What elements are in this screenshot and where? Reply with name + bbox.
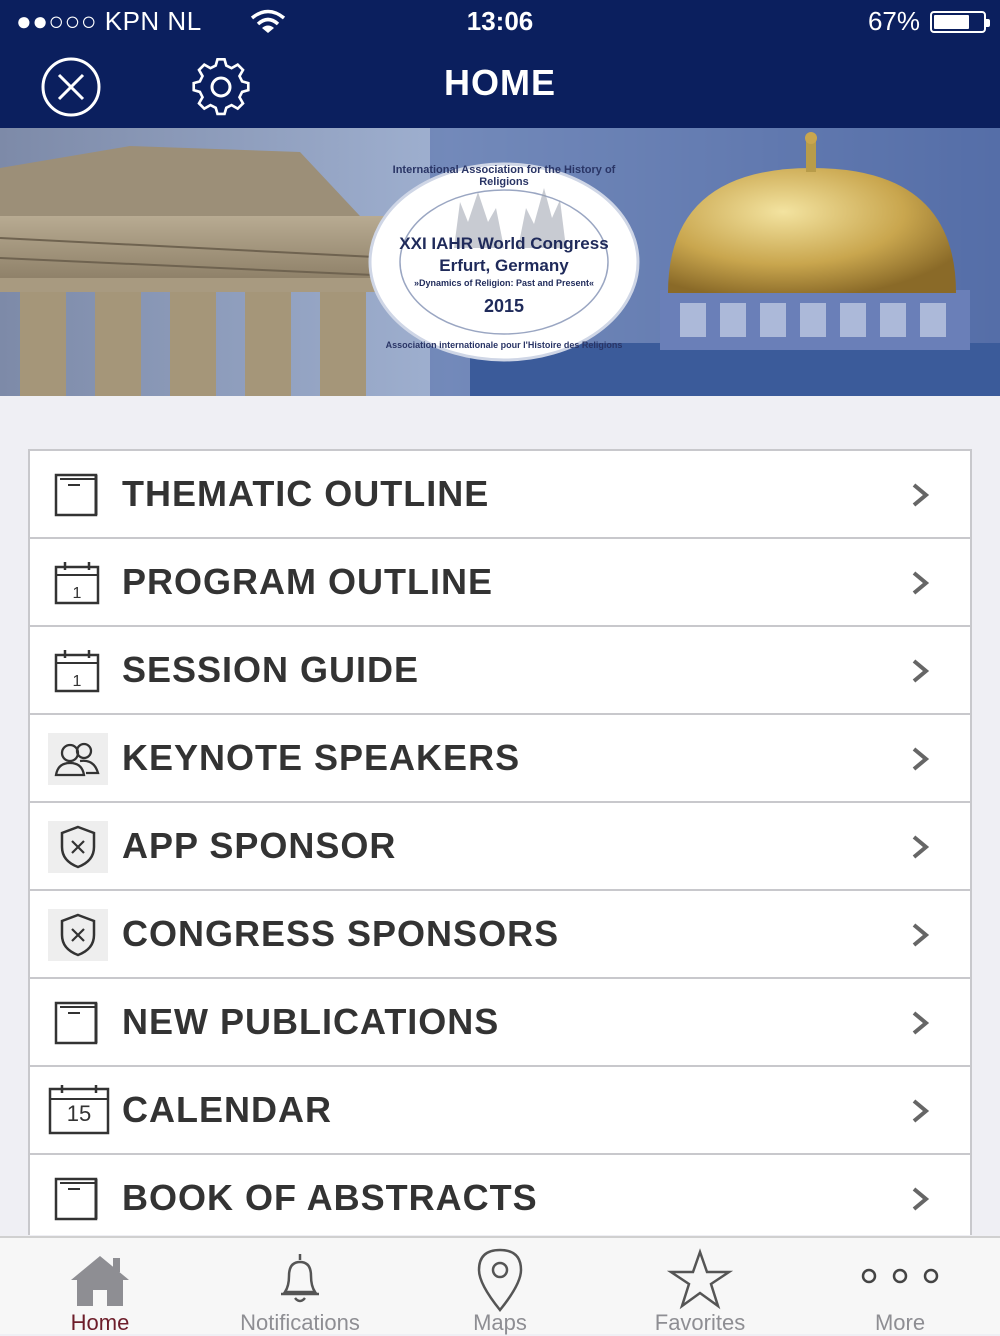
chevron-right-icon: [908, 1185, 934, 1213]
battery-icon: [930, 11, 986, 33]
congress-banner: [0, 128, 1000, 396]
bell-icon: [265, 1246, 335, 1312]
menu-item-thematic-outline[interactable]: [30, 451, 970, 539]
tab-maps[interactable]: [400, 1238, 600, 1334]
tab-favorites[interactable]: [600, 1238, 800, 1334]
seal-ring-top: International Association for the History of Religions: [392, 164, 616, 188]
menu-item-label: SESSION GUIDE: [122, 649, 420, 690]
clock: 13:06: [466, 6, 534, 36]
calendar-day-number: 15: [66, 1101, 92, 1126]
chevron-right-icon: [908, 481, 934, 509]
menu-item-label: BOOK OF ABSTRACTS: [122, 1177, 538, 1218]
menu-item-new-publications[interactable]: [30, 979, 970, 1067]
menu-item-label: PROGRAM OUTLINE: [122, 561, 493, 602]
page-title: HOME: [444, 62, 556, 103]
tab-label: Maps: [473, 1310, 527, 1335]
chevron-right-icon: [908, 569, 934, 597]
chevron-right-icon: [908, 833, 934, 861]
shield-icon: [48, 821, 108, 873]
seal-location: Erfurt, Germany: [439, 256, 569, 275]
svg-text:1: 1: [72, 673, 82, 690]
tab-label: More: [874, 1310, 926, 1335]
nav-bar: [0, 42, 1000, 128]
seal-year: 2015: [483, 296, 525, 316]
seal-ring-bottom: Association internationale pour l'Histoire des Religions: [385, 340, 623, 350]
menu-item-program-outline[interactable]: [30, 539, 970, 627]
menu-item-app-sponsor[interactable]: [30, 803, 970, 891]
status-bar: [0, 0, 1000, 42]
tab-bar: [0, 1236, 1000, 1334]
shield-icon: [48, 909, 108, 961]
chevron-right-icon: [908, 745, 934, 773]
main-menu: [28, 449, 972, 1235]
menu-item-calendar[interactable]: [30, 1067, 970, 1155]
wifi-icon: [250, 9, 286, 35]
calendar-day-icon: [48, 645, 108, 697]
seal-motto: »Dynamics of Religion: Past and Present«: [413, 278, 595, 288]
calendar-icon: [48, 1085, 108, 1137]
chevron-right-icon: [908, 921, 934, 949]
home-icon: [65, 1246, 135, 1312]
tab-home[interactable]: [0, 1238, 200, 1334]
seal-title: XXI IAHR World Congress: [399, 234, 609, 253]
tab-more[interactable]: [800, 1238, 1000, 1334]
document-icon: [48, 469, 108, 521]
battery-indicator: [868, 6, 986, 37]
menu-item-book-of-abstracts[interactable]: [30, 1155, 970, 1235]
tab-notifications[interactable]: [200, 1238, 400, 1334]
tab-label: Home: [70, 1310, 130, 1335]
carrier-label: ●●○○○ KPN NL: [16, 6, 202, 36]
chevron-right-icon: [908, 657, 934, 685]
battery-percent: 67%: [867, 6, 920, 36]
more-dots-icon: [855, 1246, 945, 1312]
document-icon: [48, 997, 108, 1049]
chevron-right-icon: [908, 1097, 934, 1125]
menu-item-label: KEYNOTE SPEAKERS: [122, 737, 521, 778]
calendar-day-icon: [48, 557, 108, 609]
menu-item-label: NEW PUBLICATIONS: [122, 1001, 500, 1042]
tab-label: Favorites: [654, 1310, 746, 1335]
people-icon: [48, 733, 108, 785]
chevron-right-icon: [908, 1009, 934, 1037]
menu-item-label: CONGRESS SPONSORS: [122, 913, 560, 954]
tab-label: Notifications: [240, 1310, 360, 1335]
menu-item-session-guide[interactable]: [30, 627, 970, 715]
menu-item-label: CALENDAR: [122, 1089, 332, 1130]
svg-text:1: 1: [72, 585, 82, 602]
menu-item-label: THEMATIC OUTLINE: [122, 473, 490, 514]
menu-item-congress-sponsors[interactable]: [30, 891, 970, 979]
menu-item-label: APP SPONSOR: [122, 825, 397, 866]
seal: [368, 162, 640, 362]
star-icon: [665, 1246, 735, 1312]
document-icon: [48, 1173, 108, 1225]
menu-item-keynote-speakers[interactable]: [30, 715, 970, 803]
map-pin-icon: [465, 1246, 535, 1312]
